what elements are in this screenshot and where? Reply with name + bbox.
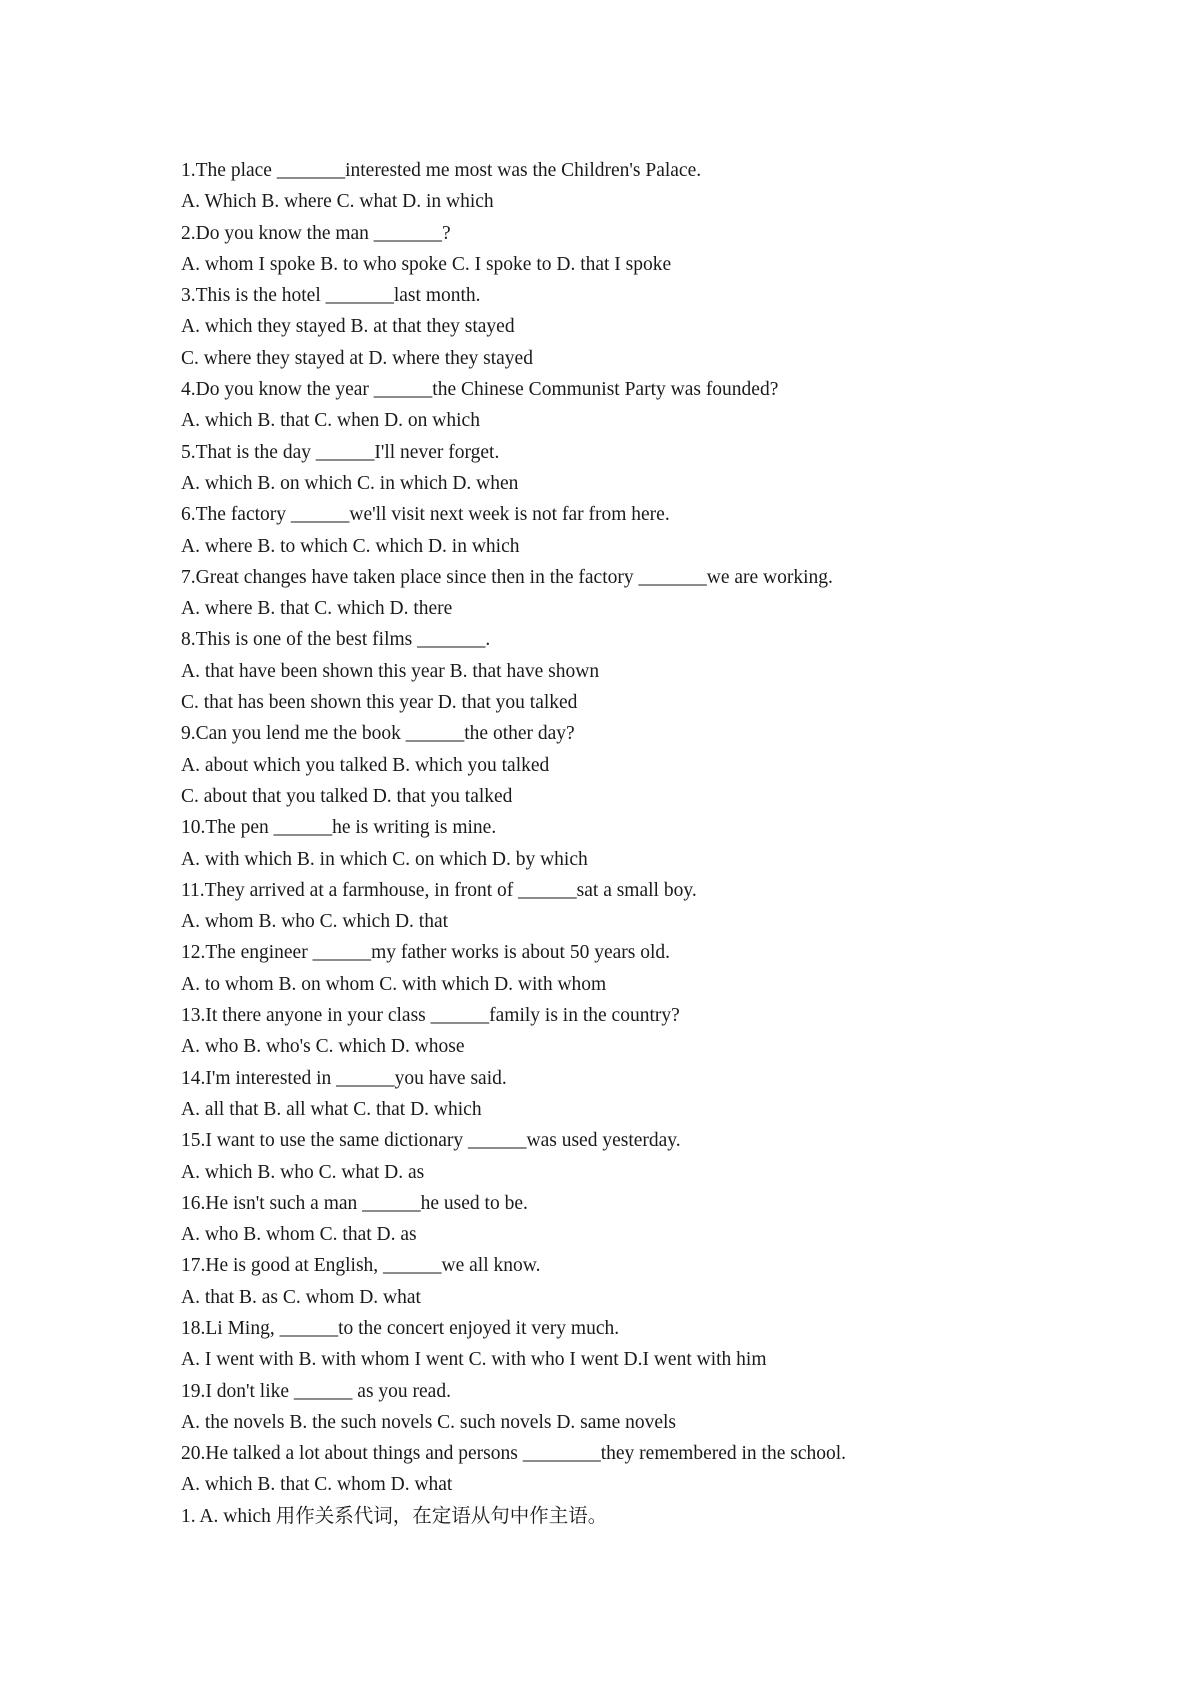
answer-explanation: 1. A. which 用作关系代词，在定语从句中作主语。 xyxy=(181,1505,608,1527)
answer-options: A. which they stayed B. at that they stayed xyxy=(181,316,515,338)
question-text: 16.He isn't such a man ______he used to be. xyxy=(181,1192,528,1214)
question-text: 12.The engineer ______my father works is about 50 years old. xyxy=(181,942,671,964)
question-text: 13.It there anyone in your class ______family is in the country? xyxy=(181,1005,680,1027)
answer-options: A. Which B. where C. what D. in which xyxy=(181,191,494,213)
answer-options: A. I went with B. with whom I went C. with who I went D.I went with him xyxy=(181,1349,767,1371)
question-text: 5.That is the day ______I'll never forget. xyxy=(181,441,500,463)
answer-options: A. which B. that C. whom D. what xyxy=(181,1474,453,1496)
answer-options: A. that B. as C. whom D. what xyxy=(181,1286,421,1308)
question-text: 19.I don't like ______ as you read. xyxy=(181,1380,451,1402)
answer-options: A. all that B. all what C. that D. which xyxy=(181,1098,482,1120)
question-text: 1.The place _______interested me most was the Children's Palace. xyxy=(181,160,702,181)
answer-options: A. the novels B. the such novels C. such novels D. same novels xyxy=(181,1411,677,1433)
question-text: 14.I'm interested in ______you have said. xyxy=(181,1067,507,1089)
answer-options: A. whom B. who C. which D. that xyxy=(181,911,449,933)
answer-options: A. about which you talked B. which you talked xyxy=(181,754,550,776)
answer-options: A. which B. that C. when D. on which xyxy=(181,410,480,432)
question-text: 3.This is the hotel _______last month. xyxy=(181,285,481,307)
question-text: 2.Do you know the man _______? xyxy=(181,222,451,244)
question-text: 18.Li Ming, ______to the concert enjoyed it very much. xyxy=(181,1317,620,1339)
answer-options: A. whom I spoke B. to who spoke C. I spoke to D. that I spoke xyxy=(181,253,672,275)
question-text: 4.Do you know the year ______the Chinese Communist Party was founded? xyxy=(181,379,779,401)
answer-options: A. who B. whom C. that D. as xyxy=(181,1224,417,1246)
answer-options: A. where B. that C. which D. there xyxy=(181,598,453,620)
answer-options: A. with which B. in which C. on which D. by which xyxy=(181,848,588,870)
exercise-content xyxy=(181,155,1121,1532)
answer-options: A. that have been shown this year B. that have shown xyxy=(181,660,600,682)
question-text: 20.He talked a lot about things and persons ________they remembered in the school. xyxy=(181,1443,847,1465)
answer-options: A. which B. who C. what D. as xyxy=(181,1161,425,1183)
answer-options: C. where they stayed at D. where they stayed xyxy=(181,347,533,369)
answer-options: A. to whom B. on whom C. with which D. with whom xyxy=(181,973,607,995)
question-text: 6.The factory ______we'll visit next week is not far from here. xyxy=(181,504,670,526)
question-text: 9.Can you lend me the book ______the other day? xyxy=(181,723,575,745)
answer-options: A. who B. who's C. which D. whose xyxy=(181,1036,465,1058)
question-text: 15.I want to use the same dictionary ______was used yesterday. xyxy=(181,1130,681,1152)
answer-options: A. which B. on which C. in which D. when xyxy=(181,472,519,494)
question-text: 8.This is one of the best films _______. xyxy=(181,629,491,651)
question-text: 7.Great changes have taken place since then in the factory _______we are working. xyxy=(181,566,833,588)
answer-options: A. where B. to which C. which D. in which xyxy=(181,535,520,557)
question-text: 11.They arrived at a farmhouse, in front of ______sat a small boy. xyxy=(181,879,697,901)
answer-options: C. about that you talked D. that you talked xyxy=(181,785,513,807)
answer-options: C. that has been shown this year D. that you talked xyxy=(181,692,578,714)
question-text: 17.He is good at English, ______we all know. xyxy=(181,1255,541,1277)
question-text: 10.The pen ______he is writing is mine. xyxy=(181,817,497,839)
